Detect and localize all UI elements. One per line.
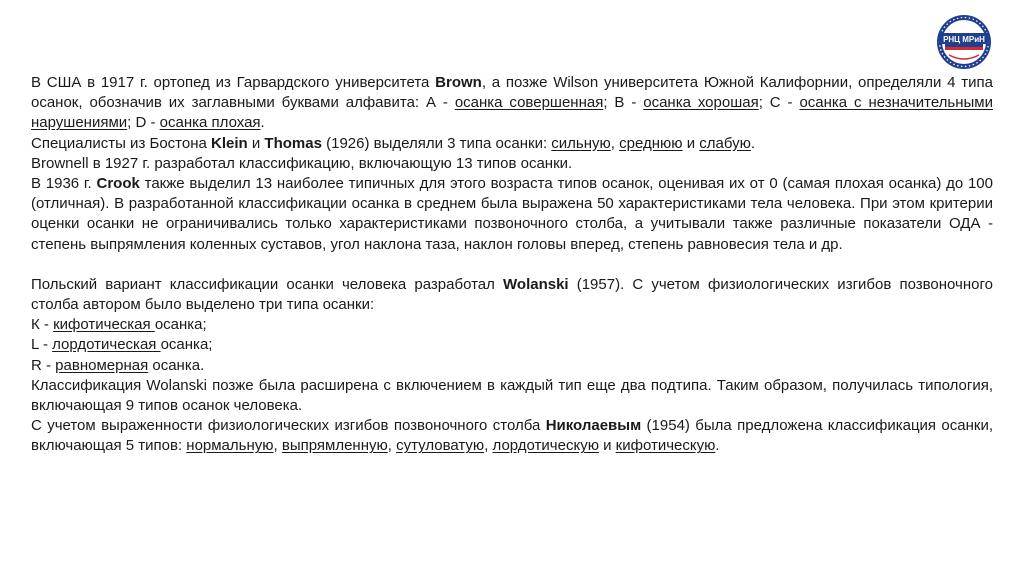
paragraph-brownell: Brownell в 1927 г. разработал классификацию, включающую 13 типов осанки. <box>31 154 573 172</box>
list-item-kyphotic: К - кифотическая осанка; <box>31 316 207 334</box>
article-body <box>31 73 993 457</box>
paragraph-klein-thomas: Специалисты из Бостона Klein и Thomas (1926) выделяли 3 типа осанки: сильную, среднюю и слабую. <box>31 134 756 152</box>
paragraph-wolanski: Польский вариант классификации осанки человека разработал Wolanski (1957). С учетом физиологических изгибов позвоночного столба автором было выделено три типа осанки: <box>31 275 993 314</box>
term-stooped: сутуловатую <box>396 437 485 455</box>
term-good-posture: осанка хорошая <box>643 94 759 112</box>
term-lordotic: лордотическая <box>52 336 161 354</box>
term-normal: нормальную <box>186 437 274 455</box>
list-item-lordotic: L - лордотическая осанка; <box>31 336 213 354</box>
paragraph-nikolaev: С учетом выраженности физиологических изгибов позвоночного столба Николаевым (1954) была предложена классификация осанки, включающая 5 типов: нормальную, выпрямленную, сутуловатую, лордотическую и кифотическую. <box>31 417 993 455</box>
paragraph-brown-wilson: В США в 1917 г. ортопед из Гарвардского университета Brown, а позже Wilson университета Южной Калифорнии, определяли 4 типа осанок, обозначив их заглавными буквами алфавита: А - осанка совершенная; В - осанка хорошая; С - осанка с незначительными нарушениями; D - осанка плохая. <box>31 74 993 132</box>
term-lordotic-type: лордотическую <box>492 437 599 455</box>
term-weak: слабую <box>699 134 751 152</box>
paragraph-crook: В 1936 г. Crook также выделил 13 наиболее типичных для этого возраста типов осанок, оценивая их от 0 (самая плохая осанка) до 100 (отличная). В разработанной классификации осанка в среднем была выражена 50 характеристиками тела человека. При этом критерии оценки осанки не ограничивались только характеристиками позвоночного столба, а учитывали также различные показатели ОДА - степень выпрямления коленных суставов, угол наклона таза, наклон головы вперед, степень равновесия тела и др. <box>31 175 993 253</box>
author-wolanski: Wolanski <box>503 275 569 293</box>
term-minor-disorders-posture: осанка с незначительными нарушениями <box>31 94 993 132</box>
term-kyphotic-type: кифотическую <box>615 437 716 455</box>
term-uniform: равномерная <box>55 356 149 374</box>
author-crook: Crook <box>96 175 140 193</box>
term-bad-posture: осанка плохая <box>159 114 261 132</box>
term-medium: среднюю <box>619 134 683 152</box>
term-straightened: выпрямленную <box>281 437 388 455</box>
author-klein: Klein <box>211 134 248 152</box>
term-strong: сильную <box>551 134 611 152</box>
term-perfect-posture: осанка совершенная <box>454 94 604 112</box>
term-kyphotic: кифотическая <box>53 316 155 334</box>
logo-text: РНЦ МРиН <box>943 35 985 44</box>
organization-logo <box>935 13 993 71</box>
paragraph-wolanski-extension: Классификация Wolanski позже была расширена с включением в каждый тип еще два подтипа. Таким образом, получилась типология, включающая 9 типов осанок человека. <box>31 376 993 415</box>
author-nikolaev: Николаевым <box>545 417 642 435</box>
paragraph-spacer <box>31 255 993 275</box>
list-item-uniform: R - равномерная осанка. <box>31 356 205 374</box>
author-brown: Brown <box>435 74 482 91</box>
author-thomas: Thomas <box>264 134 322 152</box>
